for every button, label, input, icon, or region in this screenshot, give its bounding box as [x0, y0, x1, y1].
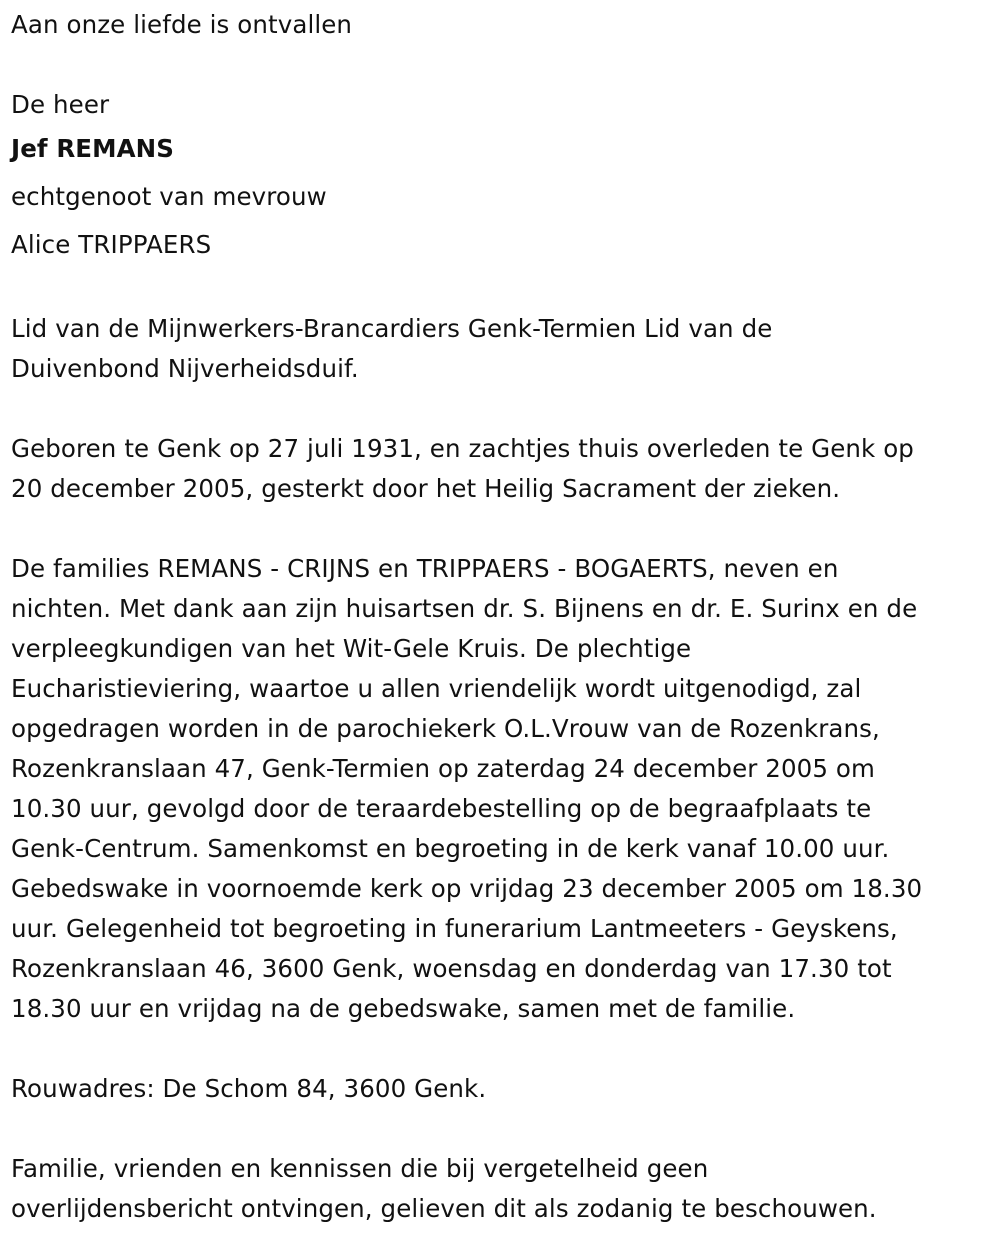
family-paragraph: [11, 549, 991, 1029]
family-line: Genk-Centrum. Samenkomst en begroeting in de kerk vanaf 10.00 uur.: [11, 834, 890, 863]
closing-line: Familie, vrienden en kennissen die bij vergetelheid geen: [11, 1154, 709, 1183]
honorific: De heer: [11, 90, 110, 119]
family-line: 10.30 uur, gevolgd door de teraardebestelling op de begraafplaats te: [11, 794, 872, 823]
membership-line: Lid van de Mijnwerkers-Brancardiers Genk-Termien Lid van de: [11, 314, 773, 343]
mourning-address: Rouwadres: De Schom 84, 3600 Genk.: [11, 1074, 487, 1103]
deceased-name: Jef REMANS: [11, 134, 175, 163]
spouse-name: Alice TRIPPAERS: [11, 230, 212, 259]
family-line: De families REMANS - CRIJNS en TRIPPAERS - BOGAERTS, neven en: [11, 554, 839, 583]
family-line: 18.30 uur en vrijdag na de gebedswake, samen met de familie.: [11, 994, 796, 1023]
family-line: Gebedswake in voornoemde kerk op vrijdag 23 december 2005 om 18.30: [11, 874, 923, 903]
closing-paragraph: [11, 1149, 991, 1229]
closing-line: overlijdensbericht ontvingen, gelieven dit als zodanig te beschouwen.: [11, 1194, 877, 1223]
membership-line: Duivenbond Nijverheidsduif.: [11, 354, 359, 383]
birth-death-line: 20 december 2005, gesterkt door het Heilig Sacrament der zieken.: [11, 474, 841, 503]
intro-line: Aan onze liefde is ontvallen: [11, 10, 353, 39]
family-line: uur. Gelegenheid tot begroeting in funerarium Lantmeeters - Geyskens,: [11, 914, 898, 943]
family-line: Eucharistieviering, waartoe u allen vriendelijk wordt uitgenodigd, zal: [11, 674, 862, 703]
family-line: opgedragen worden in de parochiekerk O.L.Vrouw van de Rozenkrans,: [11, 714, 880, 743]
birth-death-paragraph: [11, 429, 991, 509]
family-line: Rozenkranslaan 47, Genk-Termien op zaterdag 24 december 2005 om: [11, 754, 875, 783]
spouse-label: echtgenoot van mevrouw: [11, 182, 327, 211]
family-line: verpleegkundigen van het Wit-Gele Kruis. De plechtige: [11, 634, 692, 663]
family-line: Rozenkranslaan 46, 3600 Genk, woensdag en donderdag van 17.30 tot: [11, 954, 892, 983]
family-line: nichten. Met dank aan zijn huisartsen dr. S. Bijnens en dr. E. Surinx en de: [11, 594, 918, 623]
death-notice: [11, 0, 991, 1229]
birth-death-line: Geboren te Genk op 27 juli 1931, en zachtjes thuis overleden te Genk op: [11, 434, 914, 463]
membership-paragraph: [11, 309, 991, 389]
